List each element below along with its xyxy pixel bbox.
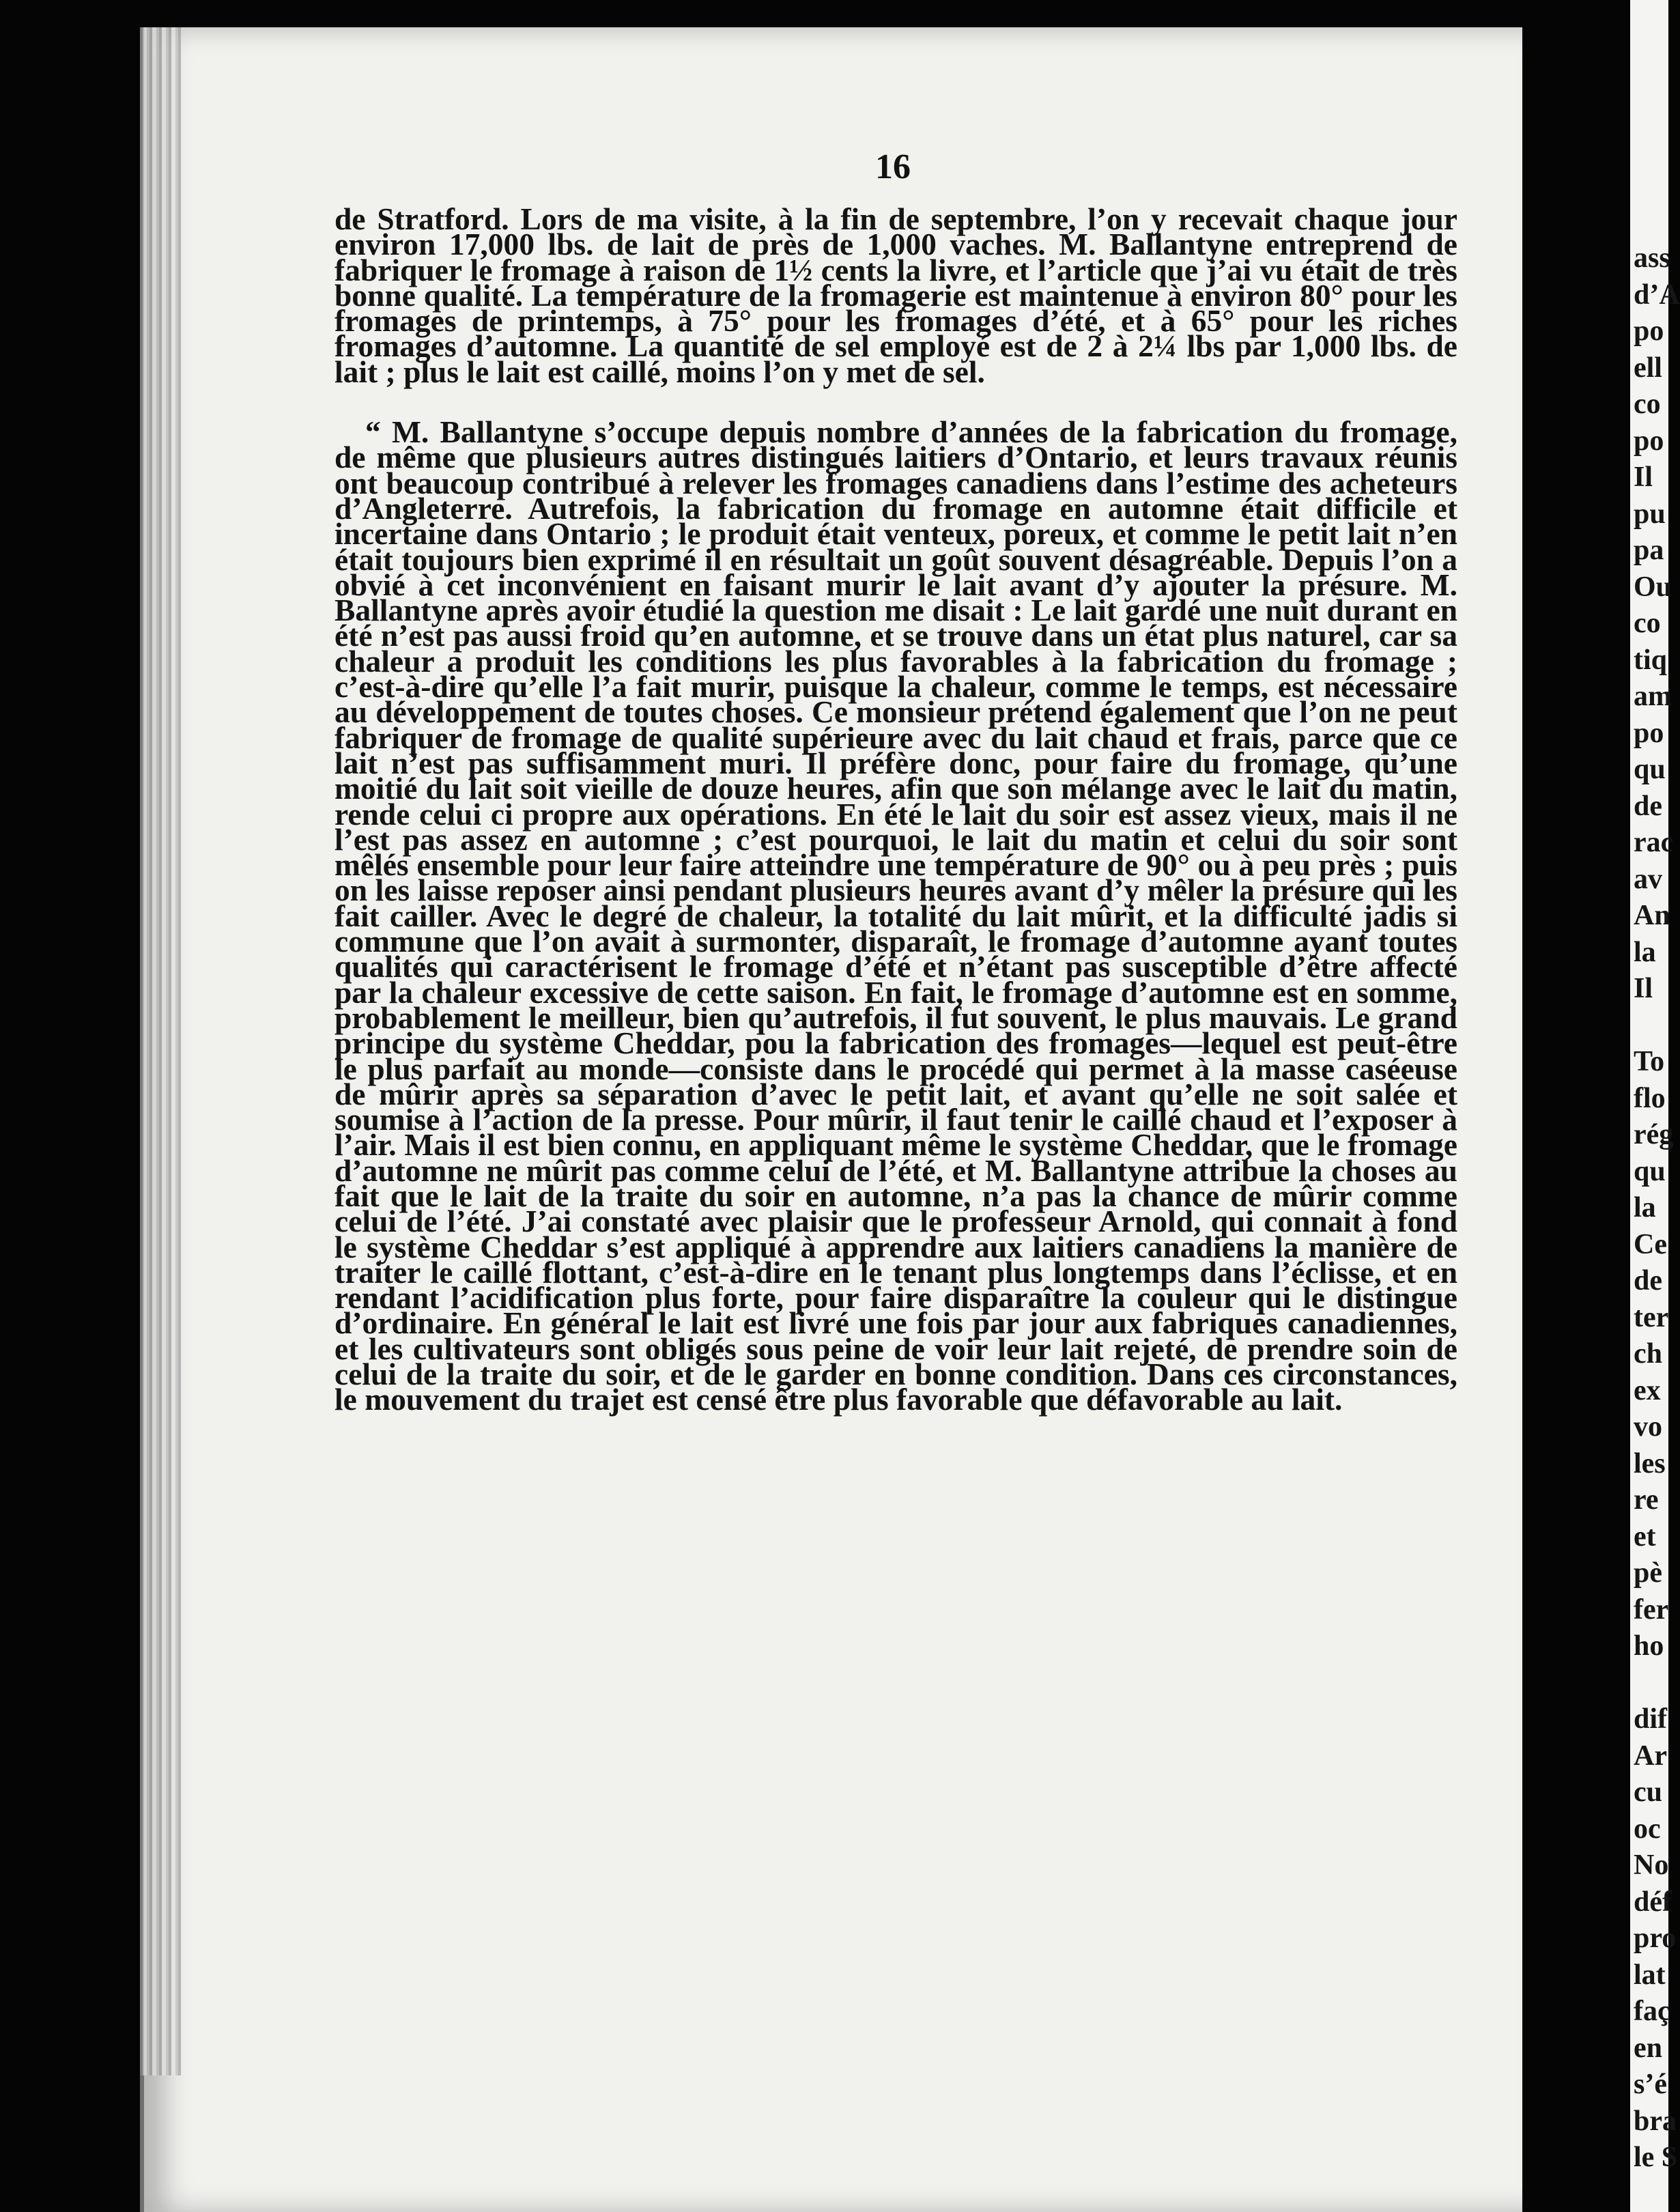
adjacent-page-fragment: dif [1634, 1703, 1668, 1735]
adjacent-page-fragment: po [1634, 315, 1664, 347]
adjacent-page-fragment: ex [1634, 1374, 1661, 1406]
adjacent-page-fragment: ch [1634, 1338, 1662, 1370]
adjacent-page-fragment: ass [1634, 242, 1670, 274]
adjacent-page-fragment: les [1634, 1447, 1666, 1479]
adjacent-page-fragment: flo [1634, 1082, 1666, 1114]
body-text [334, 201, 1457, 1417]
adjacent-page-fragment: av [1634, 863, 1662, 895]
adjacent-page-fragment: Ce [1634, 1228, 1667, 1260]
adjacent-page-fragment: ho [1634, 1630, 1664, 1662]
adjacent-page-fragment: co [1634, 608, 1661, 639]
adjacent-page-fragment: de [1634, 790, 1662, 822]
adjacent-page-fragment: oc [1634, 1813, 1661, 1845]
adjacent-page-fragment: po [1634, 425, 1664, 457]
binding-gap [1522, 0, 1630, 2212]
adjacent-page-fragment: s’é [1634, 2069, 1667, 2100]
adjacent-page-fragment: rac [1634, 827, 1674, 858]
adjacent-page-fragment: bra [1634, 2105, 1677, 2137]
adjacent-page-fragment: po [1634, 717, 1664, 749]
adjacent-page-fragment: qu [1634, 754, 1666, 785]
adjacent-page-fragment: vo [1634, 1411, 1662, 1443]
adjacent-page-fragment: rég [1634, 1119, 1674, 1150]
page-stack-edges [140, 27, 181, 2075]
adjacent-page-fragment: faç [1634, 1996, 1670, 2027]
adjacent-page-fragment: An [1634, 900, 1670, 931]
adjacent-page-fragment: ter [1634, 1301, 1669, 1333]
adjacent-page-fragment: No [1634, 1849, 1669, 1881]
adjacent-page-fragment: pè [1634, 1557, 1662, 1589]
adjacent-page-fragment: Il [1634, 462, 1653, 493]
adjacent-page-fragment: la [1634, 1192, 1656, 1223]
adjacent-page-fragment: qu [1634, 1155, 1666, 1187]
adjacent-page-fragment: tiq [1634, 644, 1668, 676]
adjacent-page-fragment: le S [1634, 2142, 1678, 2173]
adjacent-page-fragment: fer [1634, 1593, 1669, 1626]
adjacent-page-fragment: la [1634, 936, 1656, 968]
adjacent-page-fragment: pu [1634, 498, 1666, 530]
adjacent-page-fragment [1634, 1008, 1680, 1045]
adjacent-page-fragment: et [1634, 1520, 1656, 1552]
adjacent-page-fragment: To [1634, 1046, 1665, 1077]
paragraph-1: de Stratford. Lors de ma visite, à la fin de septembre, l’on y recevait chaque jour environ 17,000 lbs. de lait de près de 1,000 vaches. M. Ballantyne entreprend de fabriquer le fromage à raison de 1½ cents la livre, et l’article que j’ai vu était de très bonne qualité. La température de la fromagerie est maintenue à environ 80° pour les fromages de printemps, à 75° pour les fromages d’été, et à 65° pour les riches fromages d’automne. La quantité de sel employé est de 2 à 2¼ lbs par 1,000 lbs. de lait ; plus le lait est caillé, moins l’on y met de sel. [334, 201, 1457, 389]
adjacent-page-fragment [1634, 1665, 1680, 1702]
paragraph-2: “ M. Ballantyne s’occupe depuis nombre d’années de la fabrication du fromage, de même que plusieurs autres distingués laitiers d’Ontario, et leurs travaux réunis ont beaucoup contribué à relever les fromages canadiens dans l’estime des acheteurs d’Angleterre. Autrefois, la fabrication du fromage en automne était difficile et incertaine dans Ontario ; le produit était venteux, poreux, et comme le petit lait n’en était toujours bien exprimé il en résultait un goût souvent désagréable. Depuis l’on a obvié à cet inconvénient en faisant murir le lait avant d’y ajouter la présure. M. Ballantyne après avoir étudié la question me disait : Le lait gardé une nuit durant en été n’est pas aussi froid qu’en automne, et se trouve dans un état plus naturel, car sa chaleur a produit les conditions les plus favorables à la fabrication du fromage ; c’est-à-dire qu’elle l’a fait murir, puisque la chaleur, comme le temps, est nécessaire au développement de toutes choses. Ce monsieur prétend également que l’on ne peut fabriquer de fromage de qualité supérieure avec du lait chaud et frais, parce que ce lait n’est pas suffisamment muri. Il préfère donc, pour faire du fromage, qu’une moitié du lait soit vieille de douze heures, afin que son mélange avec le lait du matin, rende celui ci propre aux opérations. En été le lait du soir est assez vieux, mais il ne l’est pas assez en automne ; c’est pourquoi, le lait du matin et celui du soir sont mêlés ensemble pour leur faire atteindre une température de 90° ou à peu près ; puis on les laisse reposer ainsi pendant plusieurs heures avant d’y mêler la présure qui les fait cailler. Avec le degré de chaleur, la totalité du lait mûrit, et la difficulté jadis si commune que l’on avait à surmonter, disparaît, le fromage d’automne ayant toutes qualités qui caractérisent le fromage d’été et n’étant pas susceptible d’être affecté par la chaleur excessive de cette saison. En fait, le fromage d’automne est en somme, probablement le meilleur, bien qu’autrefois, il fut souvent, le plus mauvais. Le grand principe du système Cheddar, pou la fabrication des fromages—lequel est peut-être le plus parfait au monde—consiste dans le procédé qui permet à la masse caséeuse de mûrir après sa séparation d’avec le petit lait, et avant qu’elle ne soit salée et soumise à l’action de la presse. Pour mûrir, il faut tenir le caillé chaud et l’exposer à l’air. Mais il est bien connu, en appliquant même le système Cheddar, que le fromage d’automne ne mûrit pas comme celui de l’été, et M. Ballantyne attribue la choses au fait que le lait de la traite du soir en automne, n’a pas la chance de mûrir comme celui de l’été. J’ai constaté avec plaisir que le professeur Arnold, qui connait à fond le système Cheddar s’est appliqué à apprendre aux laitiers canadiens la manière de traiter le caillé flottant, c’est-à-dire en le tenant plus longtemps dans l’éclisse, et en rendant l’acidification plus forte, pour faire disparaître la couleur qui le distingue d’ordinaire. En général le lait est livré une fois par jour aux fabriques canadiennes, et les cultivateurs sont obligés sous peine de voir leur lait rejeté, de prendre soin de celui de la traite du soir, et de le garder en bonne condition. Dans ces circonstances, le mouvement du trajet est censé être plus favorable que défavorable au lait. [334, 414, 1457, 1417]
adjacent-page-fragment: en [1634, 2032, 1662, 2064]
adjacent-page-fragment: ell [1634, 352, 1662, 384]
adjacent-page-fragment: pro [1634, 1923, 1677, 1954]
adjacent-page-fragment: cu [1634, 1776, 1662, 1808]
adjacent-page-fragment: Ou [1634, 571, 1672, 603]
adjacent-page-fragment: déf [1634, 1886, 1672, 1918]
adjacent-page-text [1634, 240, 1680, 2176]
adjacent-page-fragment: am [1634, 681, 1672, 712]
adjacent-page-fragment: Ar [1634, 1740, 1667, 1772]
adjacent-page-fragment: pa [1634, 535, 1664, 566]
adjacent-page-fragment: Il [1634, 973, 1653, 1004]
adjacent-page-fragment: lat [1634, 1959, 1666, 1991]
adjacent-page-fragment: co [1634, 388, 1661, 420]
adjacent-page-fragment: de [1634, 1265, 1662, 1296]
page-number: 16 [875, 147, 911, 186]
adjacent-page-fragment: d’A [1634, 279, 1680, 311]
adjacent-page-fragment: re [1634, 1484, 1659, 1516]
